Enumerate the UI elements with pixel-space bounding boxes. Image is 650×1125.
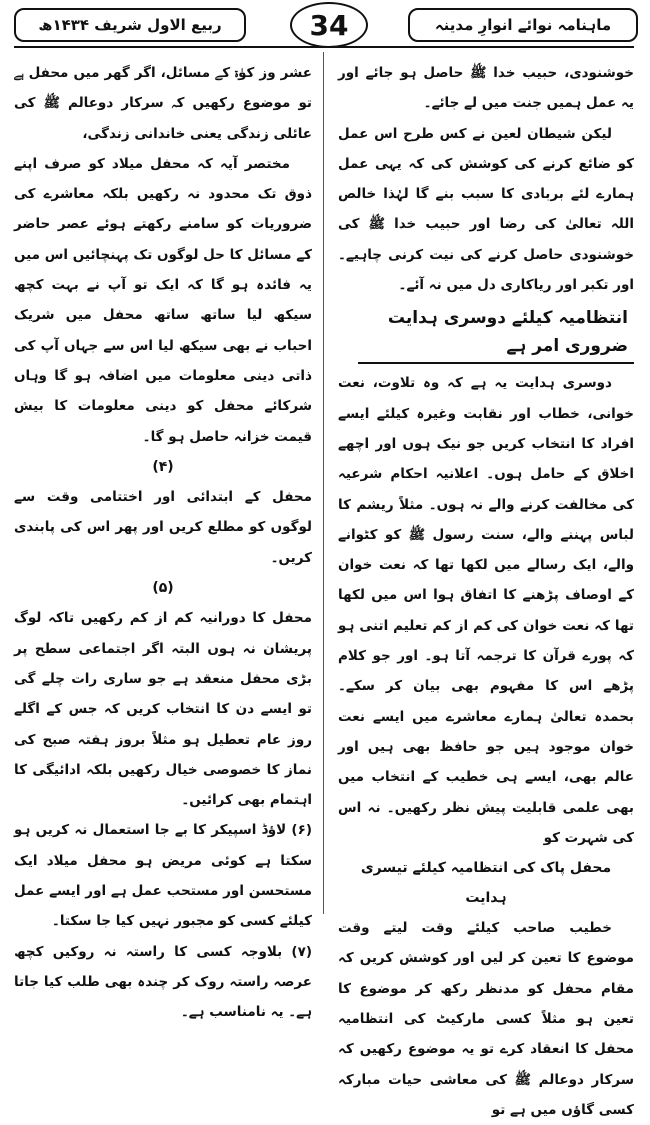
paragraph: خطیب صاحب کیلئے وقت لیتے وقت موضوع کا تعین کر لیں اور کوشش کریں کہ مقام محفل کو مدنظر رکھ کر موضوع کا تعین ہو مثلاً کسی مارکیٹ کی انتظامیہ محفل کا انعقاد کرے تو یہ موضوع رکھیں کہ سرکار دوعالم ﷺ کی معاشی حیات مبارکہ کسی گاؤں میں ہے تو	[338, 920, 634, 1118]
paragraph: (۷) بلاوجہ کسی کا راستہ نہ روکیں کچھ عرصہ راستہ روک کر چندہ بھی طلب کیا جاتا ہے۔ یہ نامناسب ہے۔	[14, 943, 312, 1021]
column-divider	[323, 52, 324, 914]
item-number: (۵)	[152, 580, 174, 597]
right-column	[338, 58, 634, 1125]
page-number: 34	[309, 8, 349, 42]
issue-date: ربیع الاول شریف ۱۴۳۴ھ	[38, 16, 222, 34]
paragraph: (۶) لاؤڈ اسپیکر کا بے جا استعمال نہ کریں ہو سکتا ہے کوئی مریض ہو محفل میلاد ایک مستحسن اور مستحب عمل ہے اور ایسے عمل کیلئے کسی کو مجبور نہیں کیا جا سکتا۔	[14, 822, 312, 930]
header-rule	[14, 46, 634, 48]
paragraph: مختصر آیہ کہ محفل میلاد کو صرف اپنے ذوق تک محدود نہ رکھیں بلکہ معاشرے کی ضروریات کو سامنے رکھتے ہوئے عصر حاضر کے مسائل کا حل لوگوں تک پہنچائیں اس میں یہ فائدہ ہو گا کہ ایک تو آپ نے بہت کچھ سیکھ لیا ساتھ ساتھ محفل میں شریک احباب نے بھی سیکھ لیا اس سے جہاں آپ کی ذاتی دینی معلومات میں اضافہ ہو گا وہاں شرکائے محفل کو دینی معلومات کا بیش قیمت خزانہ حاصل ہو گا۔	[14, 155, 312, 445]
paragraph: عشر وز کوٰۃ کے مسائل، اگر گھر میں محفل ہے تو موضوع رکھیں کہ سرکار دوعالم ﷺ کی عائلی زندگی یعنی خاندانی زندگی،	[14, 65, 312, 142]
page-number-badge	[290, 2, 368, 48]
issue-date-box	[14, 8, 246, 42]
paragraph: خوشنودی، حبیب خدا ﷺ حاصل ہو جائے اور یہ عمل ہمیں جنت میں لے جائے۔	[338, 65, 634, 112]
magazine-name-box	[408, 8, 638, 42]
left-column	[14, 58, 312, 1028]
paragraph: محفل کے ابتدائی اور اختتامی وقت سے لوگوں کو مطلع کریں اور پھر اس کی پابندی کریں۔	[14, 489, 312, 566]
paragraph: محفل کا دورانیہ کم از کم رکھیں تاکہ لوگ پریشان نہ ہوں البتہ اگر اجتماعی سطح پر بڑی محفل منعقد ہے جو ساری رات چلے گی تو ایسے دن کا انتخاب کریں کہ جس کے اگلے روز عام تعطیل ہو مثلاً بروز ہفتہ صبح کی نماز کا خصوصی خیال رکھیں بلکہ ادائیگی کا اہتمام بھی کرائیں۔	[14, 610, 312, 809]
section-heading: انتظامیہ کیلئے دوسری ہدایت ضروری امر ہے	[387, 308, 628, 357]
paragraph: دوسری ہدایت یہ ہے کہ وہ تلاوت، نعت خوانی، خطاب اور نقابت وغیرہ کیلئے ایسے افراد کا انتخاب کریں جو نیک ہوں اور اچھے اخلاق کے حامل ہوں۔ اعلانیہ احکام شرعیہ کی مخالفت کرنے والے نہ ہوں۔ مثلاً ریشم کا لباس پہننے والے، سنت رسول ﷺ کو کٹوانے والے، ایک رسالے میں لکھا تھا کہ نعت خوان کے اوصاف پڑھنے کا اتفاق ہوا اس میں لکھا تھا کہ نعت خوان کی کم از کم تعلیم اتنی ہو کہ پورے قرآن کا ترجمہ آتا ہو۔ اور جو کلام پڑھے اس کا مفہوم بھی بیان کر سکے۔ بحمدہ تعالیٰ ہمارے معاشرے میں ایسے نعت خوان موجود ہیں جو حافظ بھی ہیں اور عالم بھی، ایسے ہی خطیب کے انتخاب میں بھی علمی قابلیت پیش نظر رکھیں۔ نہ اس کی شہرت کو	[338, 375, 634, 846]
paragraph: لیکن شیطان لعین نے کس طرح اس عمل کو ضائع کرنے کی کوشش کی کہ یہی عمل ہمارے لئے بربادی کا سبب بنے گا لہٰذا خالص اللہ تعالیٰ کی رضا اور حبیب خدا ﷺ کی خوشنودی حاصل کرنے کی نیت کرنی چاہیے۔ اور تکبر اور ریاکاری دل میں نہ آئے۔	[338, 125, 634, 294]
item-number: (۴)	[152, 458, 174, 475]
heading-underline	[358, 362, 634, 364]
section-heading: محفل پاک کی انتظامیہ کیلئے تیسری ہدایت	[360, 860, 612, 907]
magazine-name: ماہنامہ نوائے انوارِ مدینہ	[434, 16, 612, 34]
